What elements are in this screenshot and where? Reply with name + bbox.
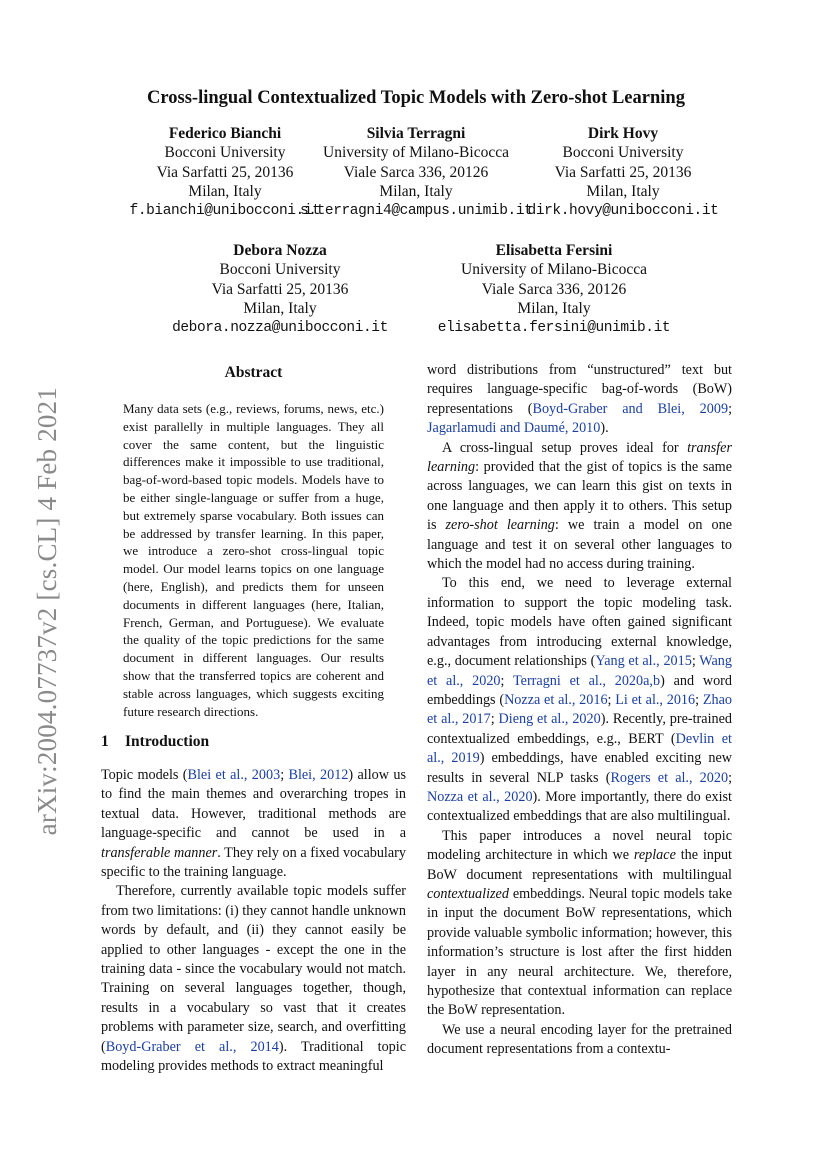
author-address: Via Sarfatti 25, 20136 [211,280,349,298]
author-email[interactable]: debora.nozza@unibocconi.it [172,319,388,336]
citation-link[interactable]: Li et al., 2016 [615,691,696,708]
citation-link[interactable]: Blei, 2012 [288,767,349,783]
author-address: Viale Sarca 336, 20126 [343,163,489,181]
section-number: 1 [101,733,109,750]
author-city: Milan, Italy [586,183,660,201]
author-affiliation: University of Milano-Bicocca [461,261,647,279]
author-affiliation: Bocconi University [562,144,684,162]
intro-paragraph-continued: word distributions from “unstructured” text but requires language-specific bag-of-words (BoW) representations (Boyd-Graber and Blei, 2009; Jagarlamudi and Daumé, 2010). [427,362,733,437]
citation-link[interactable]: Devlin et al., 2019 [427,730,732,767]
author-block [165,241,395,338]
author-email[interactable]: s.terragni4@campus.unimib.it [300,202,533,219]
intro-paragraph-6: We use a neural encoding layer for the pretrained document representations from a contextu- [427,1021,732,1058]
arxiv-label: arXiv:2004.07737v2 [cs.CL] 4 Feb 2021 [31,386,62,836]
author-email[interactable]: elisabetta.fersini@unimib.it [437,319,671,336]
abstract-heading: Abstract [224,364,283,381]
citation-link[interactable]: Nozza et al., 2020 [427,788,533,805]
arxiv-identifier [22,376,72,846]
citation-link[interactable]: Wang et al., 2020 [427,653,732,689]
author-address: Via Sarfatti 25, 20136 [156,163,294,181]
section-heading [101,733,209,751]
author-name: Debora Nozza [233,242,327,259]
citation-link[interactable]: Dieng et al., 2020 [498,711,601,728]
author-city: Milan, Italy [379,183,453,201]
intro-paragraph-4: To this end, we need to leverage external information to support the topic modeling task. Indeed, topic models have often gained significant advantages from introducing external knowledge, e.g., document relationships (Yang et al., 2015; Wang et al., 2020; Terragni et al., 2020a,b) and word embeddings (Nozza et al., 2016; Li et al., 2016; Zhao et al., 2017; Dieng et al., 2020). Recently, pre-trained contextualized embeddings, e.g., BERT (Devlin et al., 2019) embeddings, have enabled exciting new results in several NLP tasks (Rogers et al., 2020; Nozza et al., 2020). More importantly, there do exist contextualized embeddings that are also multilingual. [427,575,733,825]
section-title: Introduction [125,733,210,750]
citation-link[interactable]: Rogers et al., 2020 [610,769,729,786]
author-name: Federico Bianchi [168,125,282,142]
author-affiliation: Bocconi University [164,144,286,162]
author-block [514,124,732,221]
author-city: Milan, Italy [517,300,591,318]
author-affiliation: University of Milano-Bicocca [323,144,509,162]
author-affiliation: Bocconi University [219,261,341,279]
right-column-body [427,361,732,1060]
citation-link[interactable]: Zhao et al., 2017 [427,691,732,728]
author-email[interactable]: dirk.hovy@unibocconi.it [527,202,719,219]
citation-link[interactable]: Blei et al., 2003 [187,767,281,783]
left-column-body [101,766,406,1077]
intro-paragraph-5: This paper introduces a novel neural topic modeling architecture in which we replace the input BoW document representations with multilingual contextualized embeddings. Neural topic models take in input the document BoW representations, which provide valuable symbolic information; however, this information’s structure is lost after the first hidden layer in any neural architecture. We, therefore, hypothesize that contextual information can replace the BoW representation. [427,827,732,1019]
author-block [432,241,676,338]
author-address: Viale Sarca 336, 20126 [481,280,627,298]
author-email[interactable]: f.bianchi@unibocconi.it [129,202,321,219]
abstract-text: Many data sets (e.g., reviews, forums, news, etc.) exist parallelly in multiple languages. They all cover the same content, but the linguistic differences make it impossible to use traditional, bag-of-word-based topic models. Models have to be either single-language or suffer from a huge, but extremely sparse vocabulary. Both issues can be addressed by transfer learning. In this paper, we introduce a zero-shot cross-lingual topic model. Our model learns topics on one language (here, English), and predicts them for unseen documents in different languages (here, Italian, French, German, and Portuguese). We evaluate the quality of the topic predictions for the same document in different languages. Our results show that the transferred topics are coherent and stable across languages, which suggests exciting future research directions. [123,401,384,719]
author-city: Milan, Italy [188,183,262,201]
author-name: Silvia Terragni [366,125,466,142]
citation-link[interactable]: Nozza et al., 2016 [504,691,608,708]
paper-title: Cross-lingual Contextualized Topic Models with Zero-shot Learning [147,88,685,108]
citation-link[interactable]: Terragni et al., 2020a,b [512,672,661,689]
author-block [300,124,532,221]
author-name: Dirk Hovy [587,125,659,142]
citation-link[interactable]: Yang et al., 2015 [595,653,692,670]
intro-paragraph-2: Therefore, currently available topic models suffer from two limitations: (i) they cannot handle unknown words by default, and (ii) they cannot easily be applied to other languages - except the one in the training data - since the vocabulary would not match. Training on several languages together, though, results in a vocabulary so vast that it creates problems with parameter size, search, and overfitting (Boyd-Graber et al., 2014). Traditional topic modeling provides methods to extract meaningful [101,883,406,1075]
author-name: Elisabetta Fersini [495,242,613,259]
intro-paragraph-3: A cross-lingual setup proves ideal for transfer learning: provided that the gist of topics is the same across languages, we can learn this gist on texts in one language and then apply it to others. This setup is zero-shot learning: we train a model on one language and test it on several other languages to which the model had no access during training. [427,439,732,573]
author-address: Via Sarfatti 25, 20136 [554,163,692,181]
intro-paragraph-1: Topic models (Blei et al., 2003; Blei, 2012) allow us to find the main themes and overarching tropes in textual data. However, traditional methods are language-specific and cannot be used in a transferable manner. They rely on a fixed vocabulary specific to the training language. [101,767,406,881]
citation-link[interactable]: Boyd-Graber et al., 2014 [105,1038,279,1055]
author-city: Milan, Italy [243,300,317,318]
citation-link[interactable]: Boyd-Graber and Blei, 2009 [532,400,729,417]
citation-link[interactable]: Jagarlamudi and Daumé, 2010 [427,420,601,437]
